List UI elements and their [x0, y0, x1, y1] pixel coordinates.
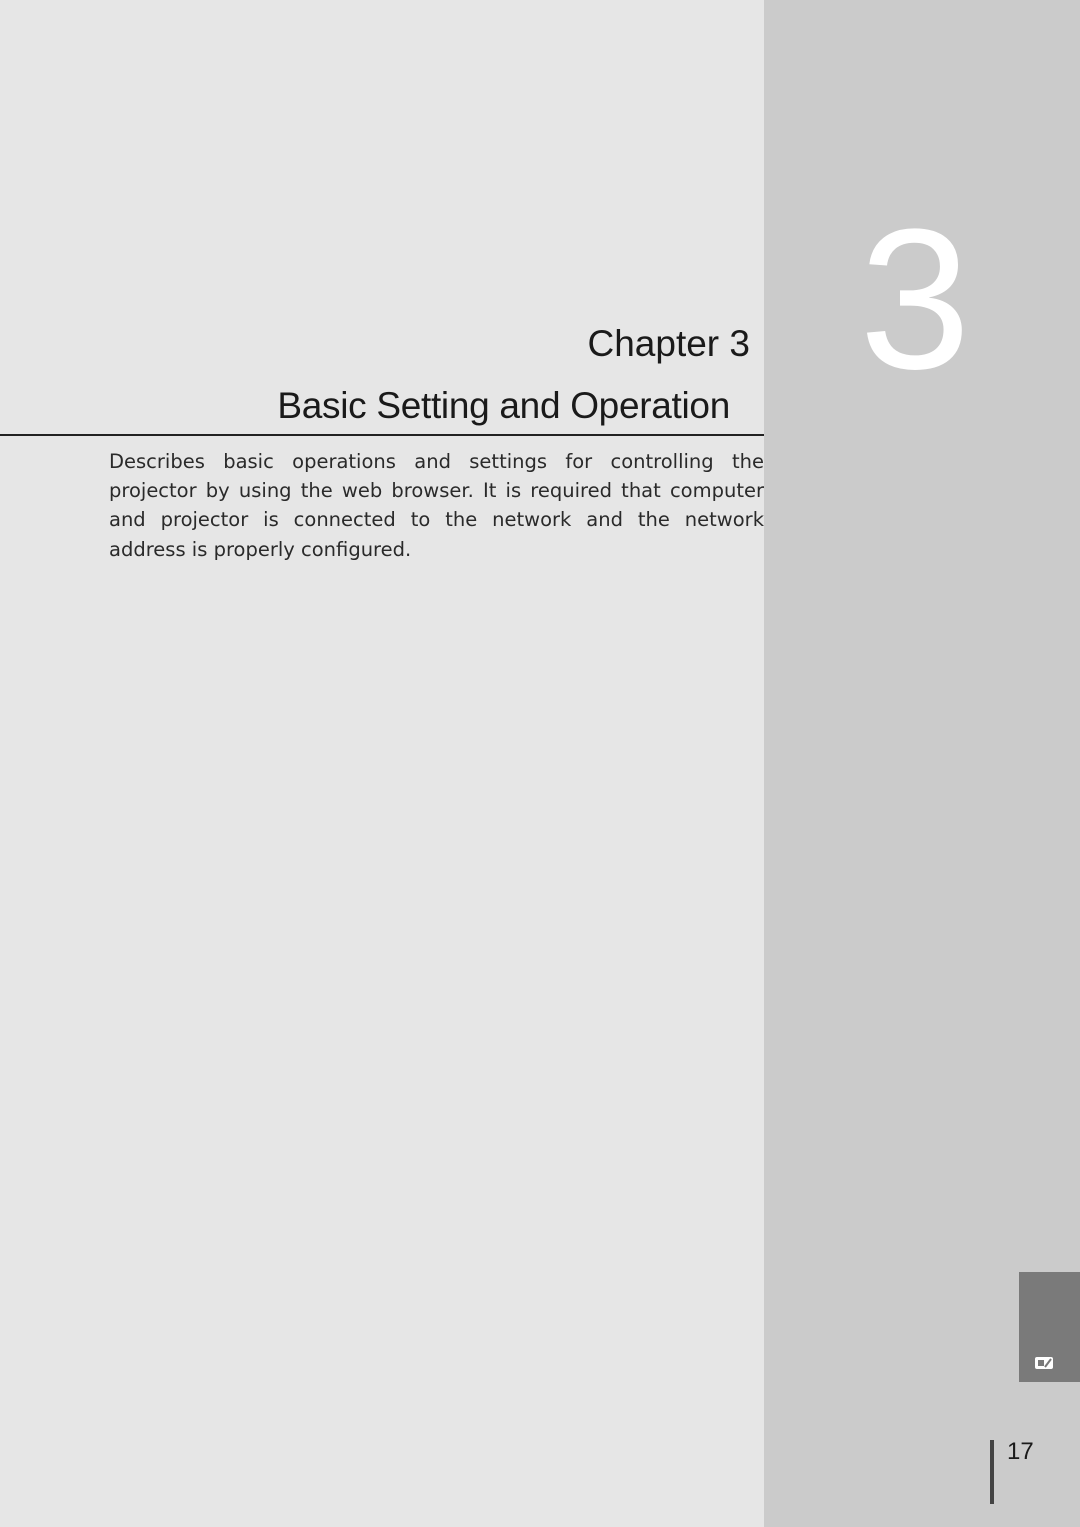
chapter-label: Chapter 3	[587, 323, 750, 364]
page-number: 17	[1007, 1438, 1034, 1465]
network-icon	[1034, 1356, 1054, 1370]
chapter-intro-paragraph: Describes basic operations and settings for controlling the projector by using the web browser. It is required that computer and projector is connected to the network and the network address is properly configured.	[109, 450, 764, 561]
page-number-marker	[990, 1440, 994, 1504]
chapter-numeral: 3	[859, 188, 971, 411]
title-divider	[0, 434, 764, 436]
chapter-title: Basic Setting and Operation	[277, 385, 730, 426]
